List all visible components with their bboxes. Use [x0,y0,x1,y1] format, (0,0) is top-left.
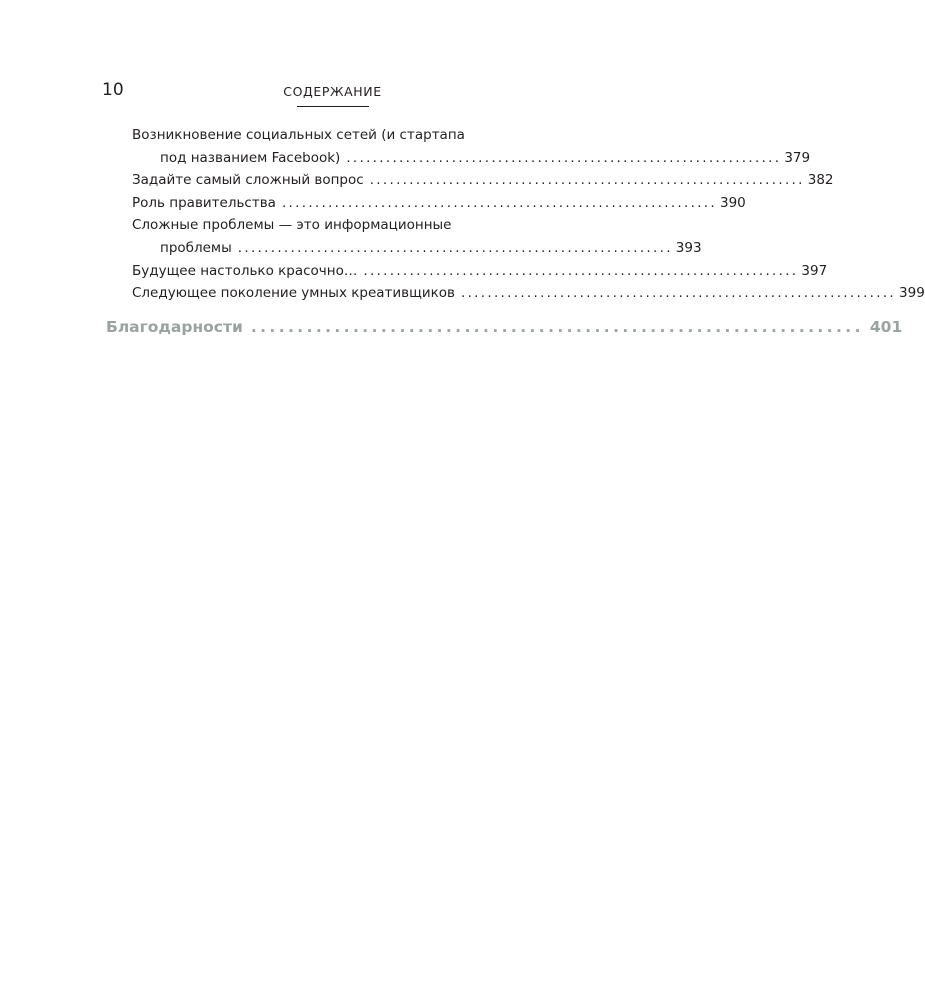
toc-entry-title: Задайте самый сложный вопрос [132,172,364,189]
toc-section-page: 401 [869,318,903,336]
running-head [275,85,390,107]
dot-leader: .................................................................. [346,149,782,166]
dot-leader: .................................................................. [281,194,717,211]
toc-entry-title-continuation: под названием Facebook) [160,149,341,166]
toc-section-title: Благодарности [106,318,243,336]
toc-section-acknowledgements [106,317,903,337]
dot-leader: .................................................................. [363,262,799,279]
running-head-title: СОДЕРЖАНИЕ [283,84,382,99]
table-of-contents [132,124,925,305]
toc-entry-next-generation [132,282,925,305]
toc-entry-page: 397 [801,262,828,279]
toc-entry-page: 379 [784,149,811,166]
page-number: 10 [102,80,124,100]
toc-entry-social-networks [132,124,811,169]
toc-entry-page: 390 [719,194,746,211]
toc-entry-title-continuation: проблемы [160,239,232,256]
running-head-rule [297,106,369,107]
toc-entry-government-role [132,192,746,215]
toc-entry-hardest-question [132,169,834,192]
dot-leader: .................................................................. [369,172,805,189]
toc-entry-page: 399 [899,285,925,302]
dot-leader: .................................................................. [461,285,897,302]
dot-leader: .................................................................. [237,239,673,256]
toc-entry-page: 382 [807,172,834,189]
toc-entry-title: Будущее настолько красочно… [132,262,358,279]
toc-entry-title: Следующее поколение умных креативщиков [132,285,455,302]
toc-entry-title: Роль правительства [132,194,276,211]
toc-entry-title: Возникновение социальных сетей (и стартапа [132,127,465,143]
toc-entry-colorful-future [132,260,828,283]
dot-leader: .................................................................. [250,318,864,336]
toc-entry-title: Сложные проблемы — это информационные [132,217,452,234]
toc-entry-page: 393 [675,239,702,256]
toc-entry-information-problems [132,214,702,259]
